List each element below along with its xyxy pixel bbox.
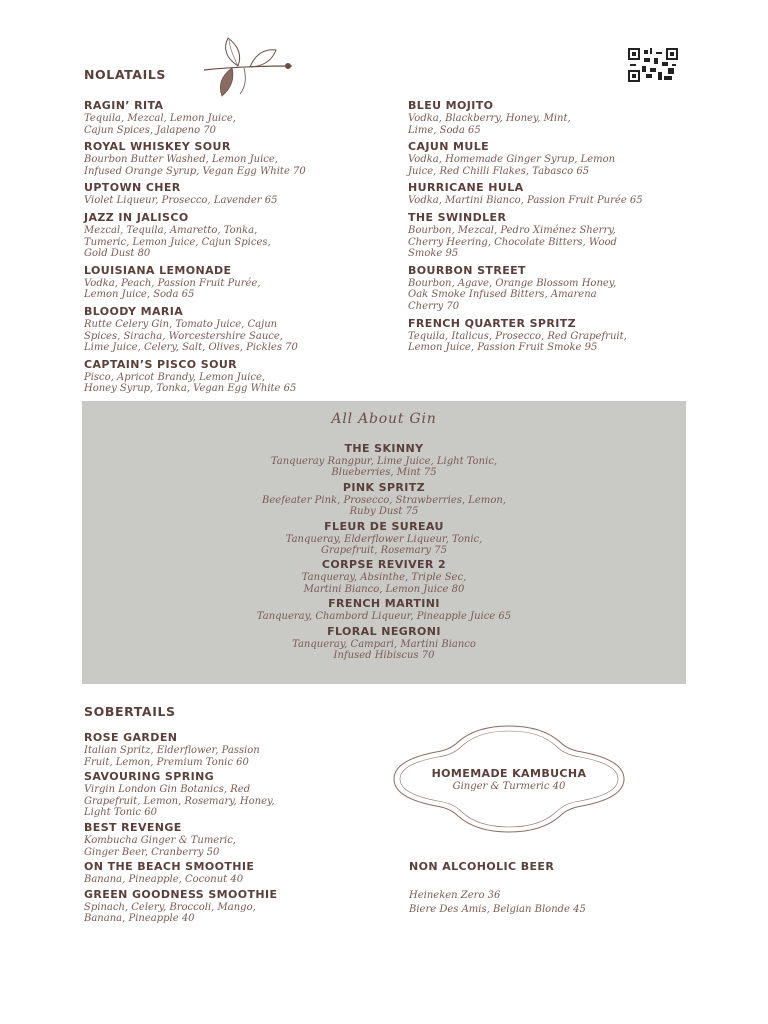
item-desc: Tanqueray, Chambord Liqueur, Pineapple Juice 65 <box>256 611 512 623</box>
kambucha-badge <box>392 724 626 834</box>
menu-item <box>82 625 686 662</box>
item-name: LOUISIANA LEMONADE <box>84 263 232 277</box>
menu-item <box>84 860 384 886</box>
item-desc: Kombucha Ginger & Tumeric, <box>84 834 236 846</box>
beer-list <box>409 890 709 915</box>
menu-item <box>84 821 384 858</box>
item-name: ROSE GARDEN <box>84 731 178 744</box>
item-desc: Cajun Spices, Jalapeno 70 <box>84 124 217 136</box>
item-desc: Virgin London Gin Botanics, Red <box>84 784 251 796</box>
item-desc: Italian Spritz, Elderflower, Passion <box>84 745 260 756</box>
menu-item <box>84 181 394 207</box>
item-desc: Lime Juice, Celery, Salt, Olives, Pickles 70 <box>84 342 298 354</box>
kambucha-name: HOMEMADE KAMBUCHA <box>431 767 587 780</box>
item-desc: Infused Hibiscus 70 <box>333 650 435 662</box>
menu-item <box>408 264 708 313</box>
menu-item <box>84 264 394 301</box>
item-desc: Cherry Heering, Chocolate Bitters, Wood <box>408 236 617 248</box>
menu-item <box>84 731 384 768</box>
item-desc: Beefeater Pink, Prosecco, Strawberries, Lemon, <box>262 494 506 506</box>
item-desc: Light Tonic 60 <box>84 807 157 819</box>
menu-item <box>408 211 708 260</box>
item-name: ON THE BEACH SMOOTHIE <box>84 860 255 874</box>
item-desc: Vodka, Martini Bianco, Passion Fruit Purée 65 <box>408 195 643 207</box>
item-name: GREEN GOODNESS SMOOTHIE <box>84 887 278 901</box>
item-desc: Fruit, Lemon, Premium Tonic 60 <box>84 756 249 768</box>
menu-item <box>408 99 708 136</box>
item-desc: Banana, Pineapple, Coconut 40 <box>84 874 244 886</box>
item-desc: Vodka, Blackberry, Honey, Mint, <box>408 113 571 124</box>
item-desc: Banana, Pineapple 40 <box>84 913 195 925</box>
menu-item <box>84 770 384 819</box>
item-desc: Grapefruit, Lemon, Rosemary, Honey, <box>84 795 275 807</box>
menu-item <box>82 481 686 518</box>
menu-item <box>408 140 708 177</box>
item-desc: Tumeric, Lemon Juice, Cajun Spices, <box>84 236 271 248</box>
item-desc: Smoke 95 <box>408 248 459 260</box>
sobertails-title: SOBERTAILS <box>84 704 176 719</box>
menu-item <box>82 597 686 622</box>
nolatails-right-column <box>408 99 708 358</box>
menu-item <box>408 317 708 354</box>
item-desc: Bourbon, Mezcal, Pedro Ximénez Sherry, <box>408 224 616 236</box>
item-name: UPTOWN CHER <box>84 181 181 195</box>
item-desc: Martini Bianco, Lemon Juice 80 <box>303 583 465 595</box>
item-desc: Grapefruit, Rosemary 75 <box>321 545 447 557</box>
menu-item <box>84 211 394 260</box>
gin-title: All About Gin <box>331 411 437 427</box>
item-name: BEST REVENGE <box>84 820 182 834</box>
menu-item <box>82 520 686 557</box>
item-desc: Ruby Dust 75 <box>349 506 419 518</box>
item-desc: Spices, Siracha, Worcestershire Sauce, <box>84 330 283 342</box>
item-desc: Spinach, Celery, Broccoli, Mango, <box>84 901 256 913</box>
menu-item <box>82 442 686 479</box>
gin-list <box>82 442 686 663</box>
item-name: CAJUN MULE <box>408 140 490 154</box>
item-name: FLEUR DE SUREAU <box>324 519 444 533</box>
item-desc: Cherry 70 <box>408 300 460 312</box>
item-name: ROYAL WHISKEY SOUR <box>84 140 231 154</box>
item-desc: Vodka, Homemade Ginger Syrup, Lemon <box>408 154 616 166</box>
item-desc: Tanqueray, Elderflower Liqueur, Tonic, <box>285 533 483 545</box>
menu-item <box>84 888 384 925</box>
item-name: CAPTAIN’S PISCO SOUR <box>84 357 238 371</box>
menu-item <box>82 558 686 595</box>
item-name: RAGIN’ RITA <box>84 99 164 112</box>
item-desc: Oak Smoke Infused Bitters, Amarena <box>408 289 597 301</box>
item-desc: Gold Dust 80 <box>84 248 151 260</box>
item-desc: Tanqueray Rangpur, Lime Juice, Light Tonic, <box>270 456 498 467</box>
item-name: HURRICANE HULA <box>408 181 524 195</box>
menu-item <box>84 358 394 395</box>
item-desc: Violet Liqueur, Prosecco, Lavender 65 <box>84 195 278 207</box>
menu-item <box>84 99 394 136</box>
nolatails-title: NOLATAILS <box>84 67 167 82</box>
menu-item <box>408 181 708 207</box>
qr-code-icon[interactable] <box>628 48 678 82</box>
beer-title: NON ALCOHOLIC BEER <box>409 860 555 873</box>
item-name: THE SKINNY <box>344 442 424 455</box>
item-name: THE SWINDLER <box>408 210 507 224</box>
leaf-sprig-icon <box>200 36 294 100</box>
item-name: BLOODY MARIA <box>84 304 184 318</box>
item-desc: Pisco, Apricot Brandy, Lemon Juice, <box>84 371 266 383</box>
item-desc: Vodka, Peach, Passion Fruit Purée, <box>84 277 261 289</box>
item-desc: Lemon Juice, Soda 65 <box>84 289 195 301</box>
item-desc: Bourbon, Agave, Orange Blossom Honey, <box>408 277 617 289</box>
beer-item: Heineken Zero 36 <box>409 890 501 901</box>
item-desc: Rutte Celery Gin, Tomato Juice, Cajun <box>84 318 278 330</box>
nolatails-left-column <box>84 99 394 399</box>
item-desc: Bourbon Butter Washed, Lemon Juice, <box>84 154 278 166</box>
beer-item: Biere Des Amis, Belgian Blonde 45 <box>409 903 586 915</box>
item-name: BOURBON STREET <box>408 263 526 277</box>
item-desc: Infused Orange Syrup, Vegan Egg White 70 <box>84 165 306 177</box>
kambucha-desc: Ginger & Turmeric 40 <box>452 781 566 792</box>
item-desc: Lime, Soda 65 <box>408 124 481 136</box>
item-name: SAVOURING SPRING <box>84 770 215 784</box>
item-name: FLORAL NEGRONI <box>327 624 441 638</box>
sobertails-column <box>84 731 384 927</box>
item-name: FRENCH QUARTER SPRITZ <box>408 316 576 330</box>
item-desc: Mezcal, Tequila, Amaretto, Tonka, <box>84 224 258 236</box>
item-desc: Tequila, Mezcal, Lemon Juice, <box>84 113 236 124</box>
item-name: CORPSE REVIVER 2 <box>321 558 447 572</box>
item-desc: Tanqueray, Absinthe, Triple Sec, <box>301 572 467 584</box>
menu-item <box>84 140 394 177</box>
gin-section <box>82 401 686 684</box>
item-name: BLEU MOJITO <box>408 99 494 112</box>
kambucha-text <box>392 767 626 793</box>
item-name: JAZZ IN JALISCO <box>84 210 189 224</box>
item-name: FRENCH MARTINI <box>328 597 440 611</box>
item-desc: Juice, Red Chilli Flakes, Tabasco 65 <box>408 165 590 177</box>
item-desc: Tanqueray, Campari, Martini Bianco <box>292 638 476 650</box>
menu-item <box>84 305 394 354</box>
item-desc: Honey Syrup, Tonka, Vegan Egg White 65 <box>84 383 297 395</box>
item-desc: Tequila, Italicus, Prosecco, Red Grapefruit, <box>408 330 627 342</box>
item-name: PINK SPRITZ <box>342 480 426 494</box>
item-desc: Blueberries, Mint 75 <box>331 467 437 479</box>
item-desc: Ginger Beer, Cranberry 50 <box>84 846 220 858</box>
item-desc: Lemon Juice, Passion Fruit Smoke 95 <box>408 342 598 354</box>
